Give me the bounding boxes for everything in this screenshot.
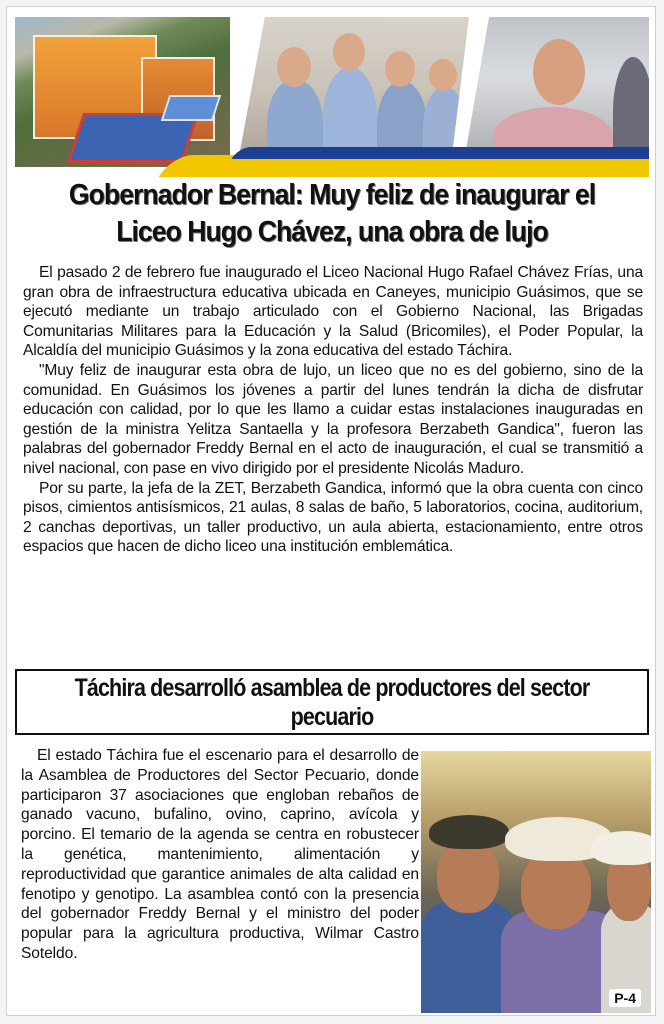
governor-figure	[533, 39, 585, 105]
article-assembly-body	[21, 746, 419, 964]
article-paragraph: "Muy feliz de inaugurar esta obra de lujo, un liceo que no es del gobierno, sino de la comunidad. En Guásimos los jóvenes a partir del lunes tendrán la dicha de disfrutar educación con calidad, por lo que les llamo a cuidar estas instalaciones inauguradas en gestión de la ministra Yelitza Santaella y la profesora Berzabeth Gandica", fueron las palabras del gobernador Freddy Bernal en el acto de inauguración, el cual se transmitió a nivel nacional, con pase en vivo dirigido por el presidente Nicolás Maduro.	[23, 361, 643, 477]
article-paragraph: Por su parte, la jefa de la ZET, Berzabeth Gandica, informó que la obra cuenta con cinco pisos, cimientos antisísmicos, 21 aulas, 8 salas de baño, 5 laboratorios, cocina, auditorium, 2 canchas deportivas, un taller productivo, un aula abierta, estacionamiento, entre otros espacios que hacen de dicho liceo una institución emblemática.	[23, 479, 643, 556]
producers-photo	[421, 751, 651, 1013]
hat-icon	[591, 831, 651, 865]
banner-swoosh-blue	[232, 147, 649, 159]
headline-line: pecuario	[290, 703, 374, 731]
student-figure	[429, 59, 457, 91]
article-paragraph: El pasado 2 de febrero fue inaugurado el Liceo Nacional Hugo Rafael Chávez Frías, una gran obra de infraestructura educativa ubicada en Caneyes, municipio Guásimos, que se ejecutó mediante un trabajo articulado con el Gobierno Nacional, las Brigadas Comunitarias Militares para la Educación y la Salud (Bricomiles), el Poder Popular, la Alcaldía del municipio Guásimos y la zona educativa del estado Táchira.	[23, 264, 643, 360]
headline-assembly	[61, 674, 603, 732]
headline-box-assembly	[15, 669, 649, 735]
student-figure	[333, 33, 365, 71]
person-figure	[521, 851, 591, 929]
person-figure	[437, 841, 499, 913]
article-paragraph: El estado Táchira fue el escenario para el desarrollo de la Asamblea de Productores del Sector Pecuario, donde participaron 37 asociaciones que engloban rebaños de ganado vacuno, bufalino, ovino, caprino, avícola y porcino. El temario de la agenda se centra en robustecer la genética, mantenimiento, alimentación y reproductividad que garantice animales de alta calidad en fenotipo y genotipo. La asamblea contó con la presencia del gobernador Freddy Bernal y el ministro del poder popular para la agricultura productiva, Wilmar Castro Soteldo.	[21, 747, 419, 962]
sports-court	[161, 95, 221, 121]
banner-photo-collage	[15, 17, 649, 183]
headline-line: Liceo Hugo Chávez, una obra de lujo	[116, 216, 548, 248]
headline-line: Gobernador Bernal: Muy feliz de inaugurar el	[68, 179, 596, 211]
article-inauguration-body	[23, 263, 643, 557]
headline-line: Táchira desarrolló asamblea de productores del sector	[74, 674, 590, 702]
cap-icon	[429, 815, 509, 849]
page-number: P-4	[609, 989, 641, 1007]
student-figure	[385, 51, 415, 87]
governor-photo	[463, 17, 649, 167]
newspaper-page	[6, 6, 656, 1016]
school-building-photo	[15, 17, 230, 167]
students-photo	[237, 17, 469, 167]
headline-inauguration	[40, 177, 623, 251]
student-figure	[277, 47, 311, 87]
